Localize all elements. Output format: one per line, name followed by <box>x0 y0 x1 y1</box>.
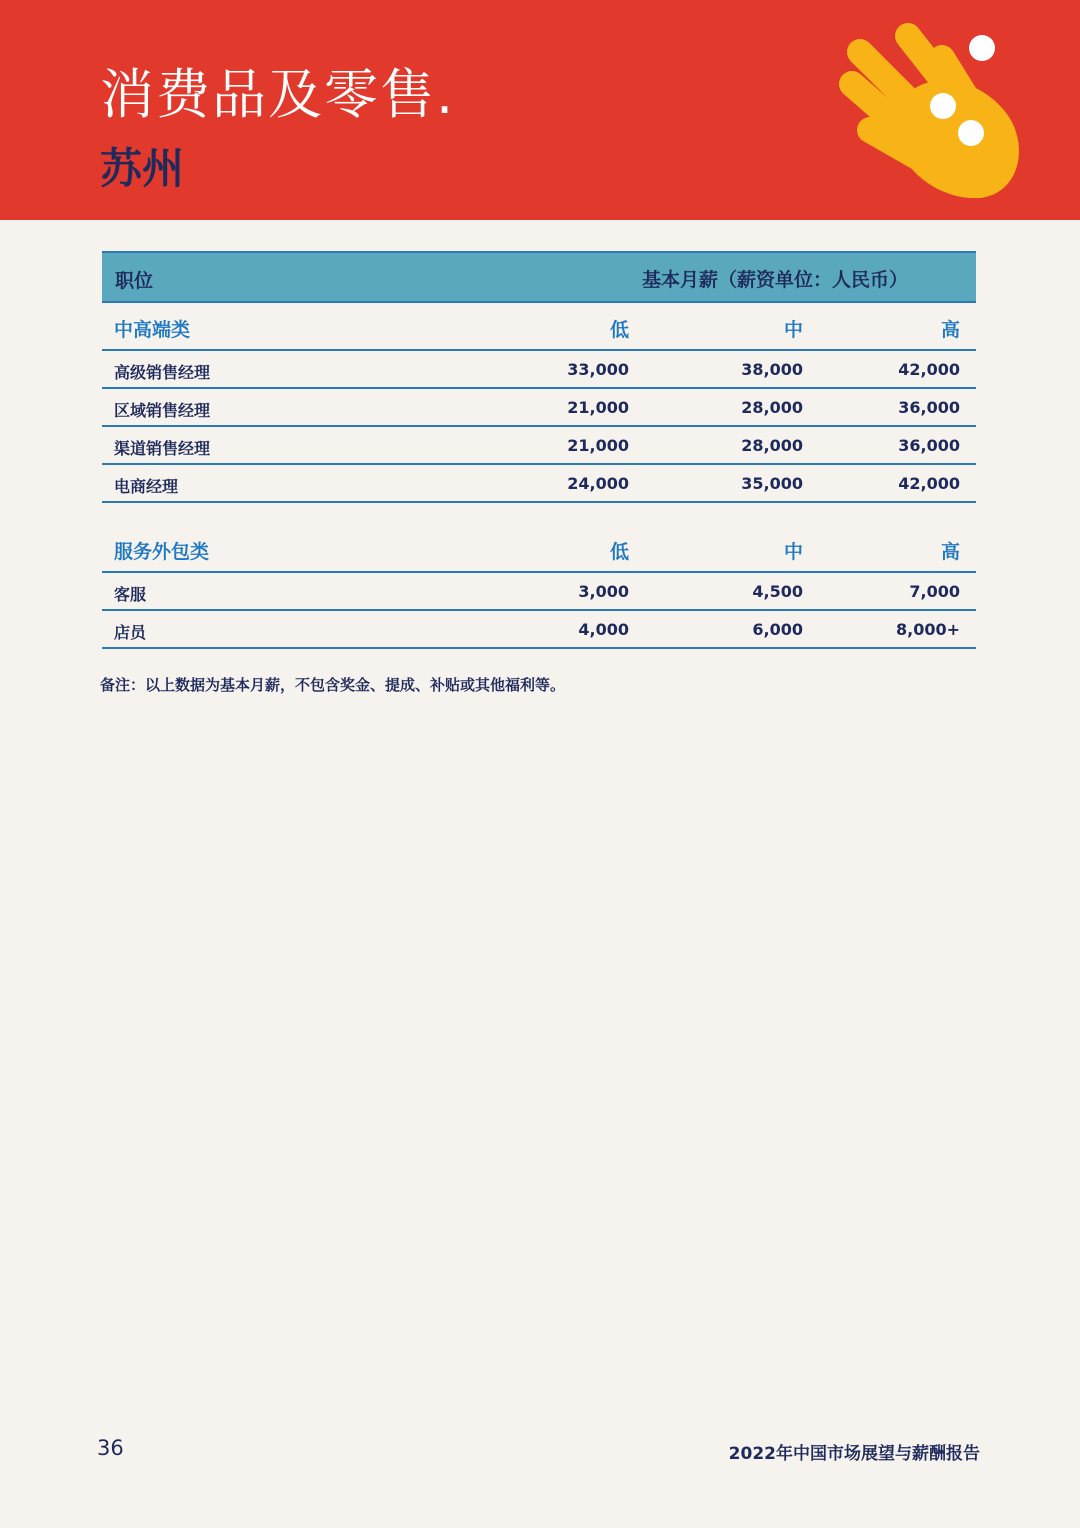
label-high: 高 <box>940 541 960 563</box>
salary-mid: 38,000 <box>741 360 803 379</box>
label-mid: 中 <box>783 319 803 341</box>
section-gap <box>102 503 976 525</box>
hand-icon <box>830 22 1030 207</box>
job-title: 电商经理 <box>114 477 179 496</box>
job-title: 渠道销售经理 <box>114 439 211 458</box>
salary-high: 7,000 <box>909 582 960 601</box>
table-row <box>102 573 976 611</box>
salary-mid: 28,000 <box>741 436 803 455</box>
salary-low: 33,000 <box>567 360 629 379</box>
job-title: 客服 <box>114 585 147 604</box>
salary-mid: 28,000 <box>741 398 803 417</box>
salary-high: 8,000+ <box>895 620 960 639</box>
table-row <box>102 427 976 465</box>
section-header <box>102 525 976 573</box>
salary-mid: 6,000 <box>752 620 803 639</box>
salary-table <box>102 251 976 649</box>
table-row <box>102 611 976 649</box>
table-row <box>102 351 976 389</box>
job-title: 区域销售经理 <box>114 401 211 420</box>
city-subtitle: 苏州 <box>100 144 185 193</box>
salary-low: 3,000 <box>578 582 629 601</box>
salary-low: 4,000 <box>578 620 629 639</box>
salary-low: 21,000 <box>567 436 629 455</box>
section-name: 服务外包类 <box>114 541 210 563</box>
column-position: 职位 <box>115 270 154 292</box>
salary-high: 42,000 <box>898 474 960 493</box>
header-banner <box>0 0 1080 220</box>
label-mid: 中 <box>783 541 803 563</box>
salary-low: 21,000 <box>567 398 629 417</box>
job-title: 店员 <box>114 623 147 642</box>
table-header <box>102 251 976 303</box>
salary-low: 24,000 <box>567 474 629 493</box>
label-low: 低 <box>609 319 629 341</box>
page-title: 消费品及零售. <box>100 63 456 126</box>
salary-mid: 4,500 <box>752 582 803 601</box>
label-low: 低 <box>609 541 629 563</box>
salary-high: 36,000 <box>898 398 960 417</box>
label-high: 高 <box>940 319 960 341</box>
table-row <box>102 389 976 427</box>
section-header <box>102 303 976 351</box>
section-name: 中高端类 <box>114 319 191 341</box>
salary-high: 42,000 <box>898 360 960 379</box>
report-title: 2022年中国市场展望与薪酬报告 <box>728 1444 980 1464</box>
salary-high: 36,000 <box>898 436 960 455</box>
table-row <box>102 465 976 503</box>
column-salary: 基本月薪（薪资单位：人民币） <box>642 269 909 291</box>
footnote: 备注：以上数据为基本月薪，不包含奖金、提成、补贴或其他福利等。 <box>100 676 566 694</box>
salary-mid: 35,000 <box>741 474 803 493</box>
page-number: 36 <box>97 1436 124 1460</box>
job-title: 高级销售经理 <box>114 363 211 382</box>
